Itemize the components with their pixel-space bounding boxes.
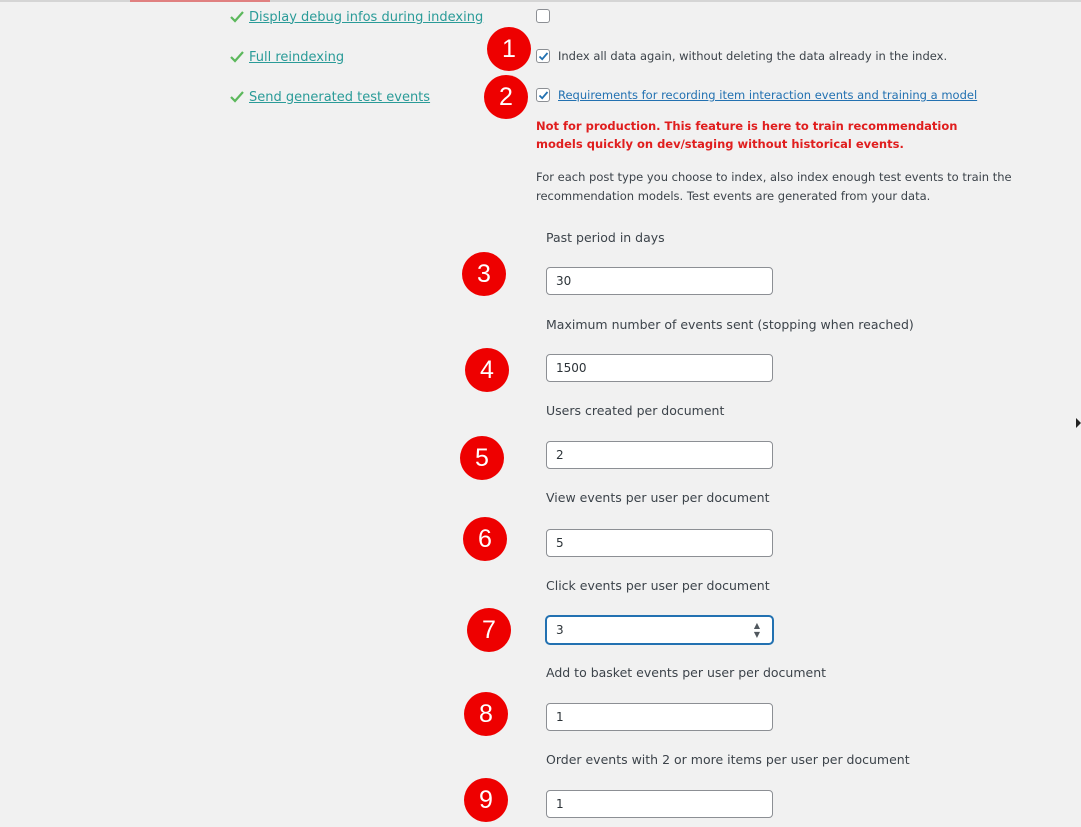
basket-events-input[interactable] — [546, 703, 773, 731]
spin-up-icon[interactable]: ▲ — [753, 621, 761, 630]
scroll-arrow-icon — [1076, 418, 1081, 428]
annotation-marker-4: 4 — [465, 348, 509, 392]
debug-checkbox[interactable] — [536, 9, 550, 23]
requirements-link[interactable]: Requirements for recording item interaction events and training a model — [558, 88, 978, 102]
basket-events-label: Add to basket events per user per document — [546, 665, 827, 680]
spin-down-icon[interactable]: ▼ — [753, 630, 761, 639]
annotation-marker-8: 8 — [464, 692, 508, 736]
past-period-label: Past period in days — [546, 230, 665, 245]
test-events-description: For each post type you choose to index, also index enough test events to train the recommendation models. Test events are generated from your data. — [536, 170, 1012, 203]
annotation-marker-1: 1 — [487, 27, 531, 71]
annotation-marker-5: 5 — [460, 436, 504, 480]
checkbox-check-icon — [538, 90, 549, 101]
annotation-marker-3: 3 — [462, 252, 506, 296]
setting-row-reindex — [230, 47, 344, 67]
test-events-checkbox[interactable] — [536, 88, 550, 102]
checkmark-icon — [230, 10, 244, 24]
annotation-marker-7: 7 — [467, 608, 511, 652]
setting-row-debug — [230, 7, 483, 27]
setting-link-test-events[interactable]: Send generated test events — [249, 89, 431, 105]
view-events-input[interactable] — [546, 529, 773, 557]
past-period-input[interactable] — [546, 267, 773, 295]
setting-link-reindex[interactable]: Full reindexing — [249, 49, 345, 65]
checkmark-icon — [230, 50, 244, 64]
checkbox-check-icon — [538, 51, 549, 62]
reindex-description: Index all data again, without deleting the data already in the index. — [558, 49, 948, 63]
setting-row-test-events — [230, 87, 430, 107]
checkmark-icon — [230, 90, 244, 104]
order-events-input[interactable] — [546, 790, 773, 818]
order-events-label: Order events with 2 or more items per user per document — [546, 752, 910, 767]
view-events-label: View events per user per document — [546, 490, 770, 505]
annotation-marker-2: 2 — [484, 75, 528, 119]
click-events-label: Click events per user per document — [546, 578, 770, 593]
users-per-doc-input[interactable] — [546, 441, 773, 469]
production-warning: Not for production. This feature is here to train recommendation models quickly on dev/staging without historical events. — [536, 119, 958, 151]
number-spinner[interactable] — [751, 618, 763, 642]
reindex-checkbox[interactable] — [536, 49, 550, 63]
users-per-doc-label: Users created per document — [546, 403, 725, 418]
click-events-input[interactable] — [546, 616, 773, 644]
annotation-marker-9: 9 — [464, 778, 508, 822]
top-accent — [130, 0, 270, 2]
top-border — [0, 0, 1081, 2]
annotation-marker-6: 6 — [463, 517, 507, 561]
max-events-label: Maximum number of events sent (stopping when reached) — [546, 317, 914, 332]
setting-link-debug[interactable]: Display debug infos during indexing — [249, 9, 484, 25]
max-events-input[interactable] — [546, 354, 773, 382]
